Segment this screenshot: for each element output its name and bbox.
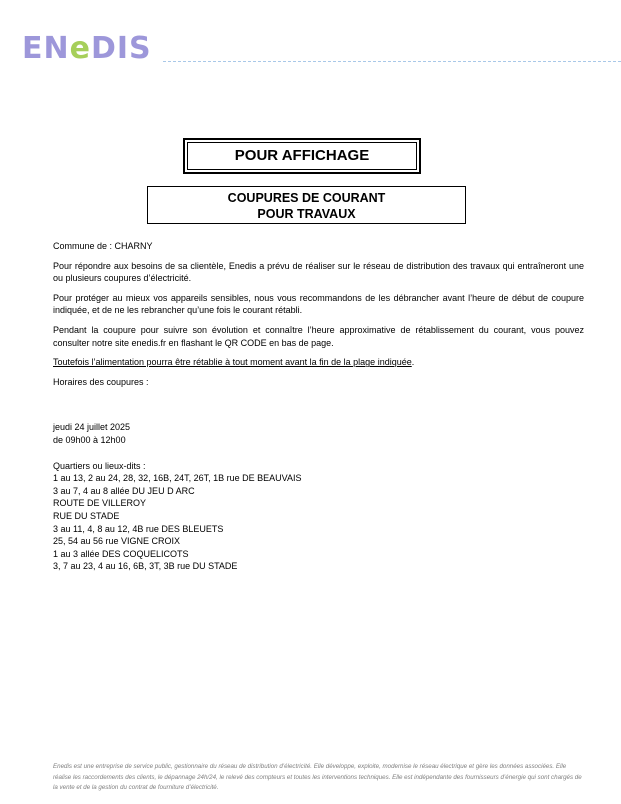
enedis-logo — [22, 31, 152, 66]
street-item: 1 au 13, 2 au 24, 28, 32, 16B, 24T, 26T, 1B rue DE BEAUVAIS — [53, 473, 302, 484]
schedule-time: de 09h00 à 12h00 — [53, 434, 126, 445]
coupures-title-box — [147, 186, 466, 224]
affichage-box — [183, 138, 421, 174]
street-item: 3 au 7, 4 au 8 allée DU JEU D ARC — [53, 485, 195, 496]
street-item: RUE DU STADE — [53, 510, 120, 521]
warning-text: Toutefois l’alimentation pourra être rétablie à tout moment avant la fin de la plage indiquée — [53, 357, 412, 368]
quartiers-list — [53, 460, 584, 573]
logo-part-2: e — [69, 31, 91, 66]
paragraph-protection: Pour protéger au mieux vos appareils sensibles, nous vous recommandons de les débrancher avant l’heure de début de coupure indiquée, et de ne les rebrancher qu’une fois le courant rétabli. — [53, 292, 584, 316]
street-item: 1 au 3 allée DES COQUELICOTS — [53, 548, 189, 559]
horaires-label: Horaires des coupures : — [53, 376, 149, 387]
coupures-title-line2: POUR TRAVAUX — [257, 207, 356, 221]
header-divider — [163, 61, 621, 62]
footer-disclaimer: Enedis est une entreprise de service public, gestionnaire du réseau de distribution d’électricité. Elle développe, exploite, modernise le réseau électrique et gère les données associées. Elle réalise les raccordements des clients, le dépannage 24h/24, le relevé des compteurs et toutes les interventions techniques. Elle est indépendante des fournisseurs d’énergie qui sont chargés de la vente et de la gestion du contrat de fourniture d’électricité. — [53, 763, 582, 791]
schedule — [53, 421, 584, 446]
notice-body — [53, 240, 584, 573]
logo-part-1: EN — [22, 31, 70, 66]
street-item: 3 au 11, 4, 8 au 12, 4B rue DES BLEUETS — [53, 523, 224, 534]
quartiers-label: Quartiers ou lieux-dits : — [53, 460, 146, 471]
coupures-title-line1: COUPURES DE COURANT — [227, 191, 386, 205]
paragraph-intro: Pour répondre aux besoins de sa clientèle, Enedis a prévu de réaliser sur le réseau de distribution des travaux qui entraîneront une ou plusieurs coupures d’électricité. — [53, 260, 584, 284]
warning-end: . — [411, 357, 415, 368]
schedule-date: jeudi 24 juillet 2025 — [53, 422, 131, 433]
affichage-title: POUR AFFICHAGE — [187, 142, 417, 170]
street-item: 3, 7 au 23, 4 au 16, 6B, 3T, 3B rue DU STADE — [53, 561, 238, 572]
street-item: 25, 54 au 56 rue VIGNE CROIX — [53, 536, 181, 547]
street-item: ROUTE DE VILLEROY — [53, 498, 147, 509]
logo-part-3: DIS — [90, 31, 152, 66]
warning-line — [53, 356, 584, 369]
commune-line: Commune de : CHARNY — [53, 241, 153, 251]
paragraph-suivi: Pendant la coupure pour suivre son évolution et connaître l’heure approximative de rétablissement du courant, vous pouvez consulter notre site enedis.fr en flashant le QR CODE en bas de page. — [53, 324, 584, 348]
